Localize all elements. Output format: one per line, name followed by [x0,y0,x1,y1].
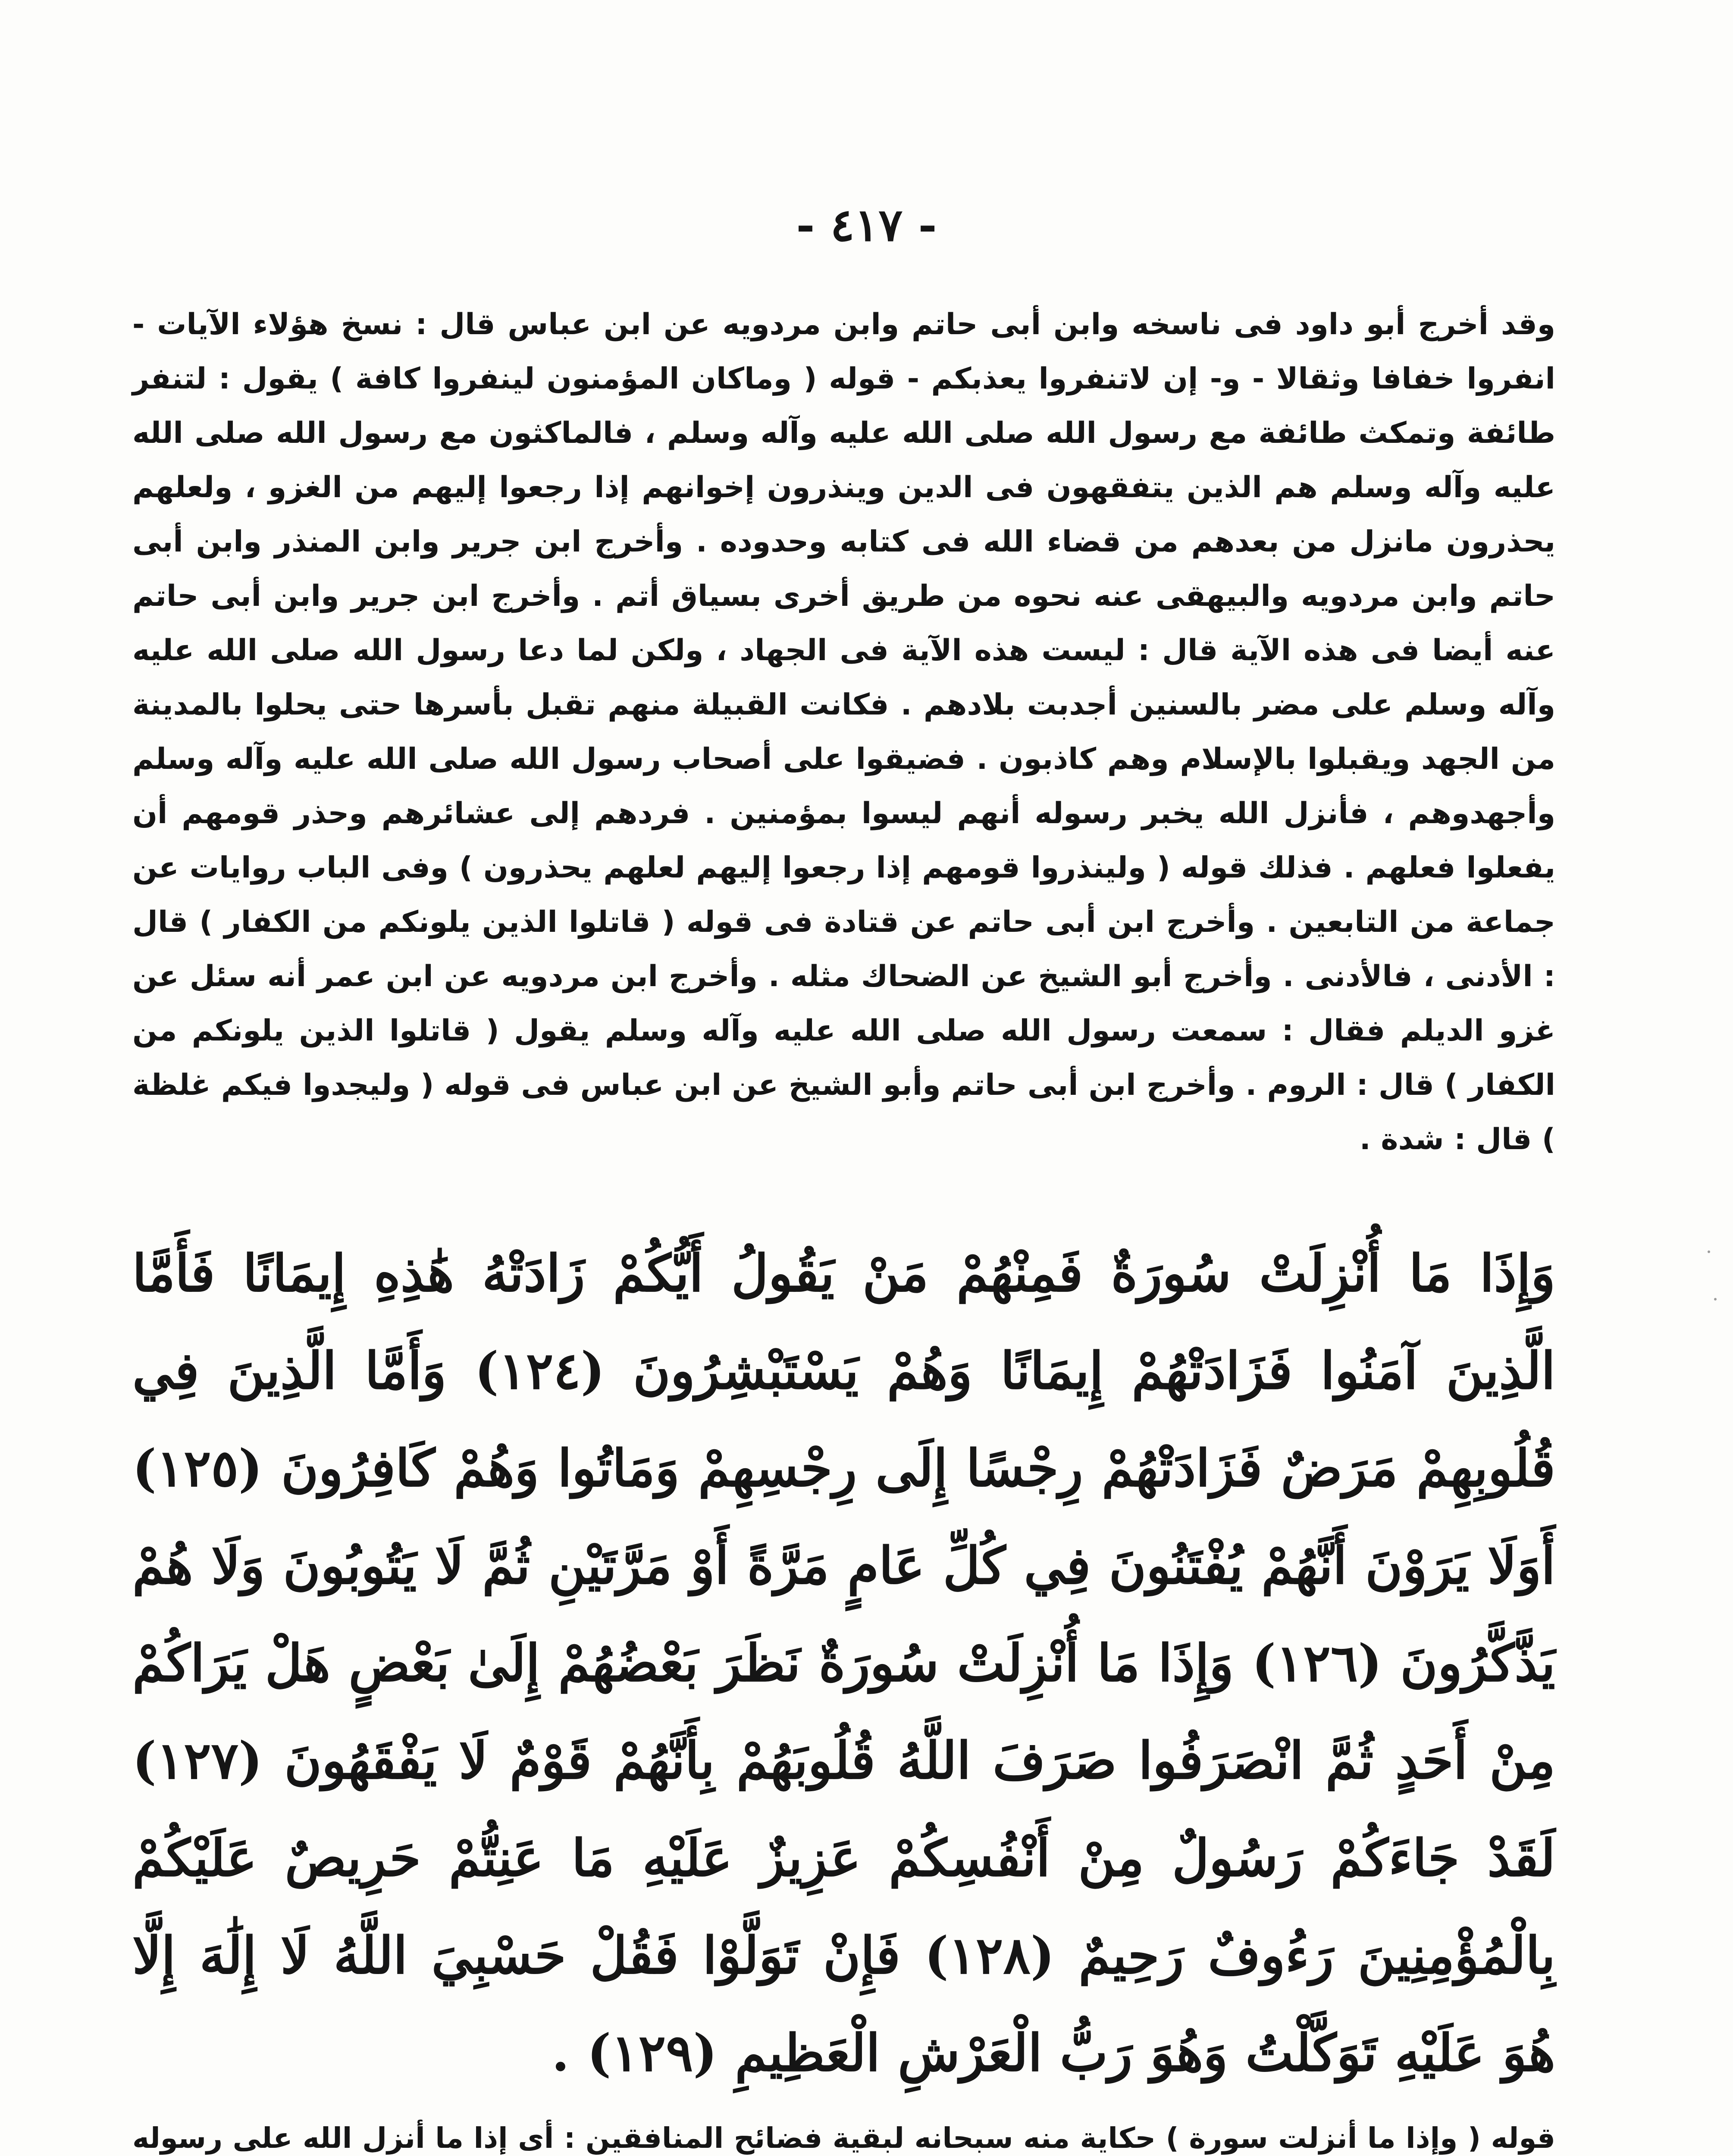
commentary-paragraph-bottom: قوله ( وإذا ما أنزلت سورة ) حكاية منه سبحانه لبقية فضائح المنافقين : أى إذا ما أنزل الله على رسوله [132,2122,1555,2155]
page-number: - ٤١٧ - [796,198,937,251]
commentary-paragraph-top: وقد أخرج أبو داود فى ناسخه وابن أبى حاتم وابن مردويه عن ابن عباس قال : نسخ هؤلاء الآيات - انفروا خفافا وثقالا - و- إن لاتنفروا يعذبكم - قوله ( وماكان المؤمنون لينفروا كافة ) يقول : لتنفر طائفة وتمكث طائفة مع رسول الله صلى الله عليه وآله وسلم ، فالماكثون مع رسول الله صلى الله عليه وآله وسلم هم الذين يتفقهون فى الدين وينذرون إخوانهم إذا رجعوا إليهم من الغزو ، ولعلهم يحذرون مانزل من بعدهم من قضاء الله فى كتابه وحدوده . وأخرج ابن جرير وابن المنذر وابن أبى حاتم وابن مردويه والبيهقى عنه نحوه من طريق أخرى بسياق أتم . وأخرج ابن جرير وابن أبى حاتم عنه أيضا فى هذه الآية قال : ليست هذه الآية فى الجهاد ، ولكن لما دعا رسول الله صلى الله عليه وآله وسلم على مضر بالسنين أجدبت بلادهم . فكانت القبيلة منهم تقبل بأسرها حتى يحلوا بالمدينة من الجهد ويقبلوا بالإسلام وهم كاذبون . فضيقوا على أصحاب رسول الله صلى الله عليه وآله وسلم وأجهدوهم ، فأنزل الله يخبر رسوله أنهم ليسوا بمؤمنين . فردهم إلى عشائرهم وحذر قومهم أن يفعلوا فعلهم . فذلك قوله ( ولينذروا قومهم إذا رجعوا إليهم لعلهم يحذرون ) وفى الباب روايات عن جماعة من التابعين . وأخرج ابن أبى حاتم عن قتادة فى قوله ( قاتلوا الذين يلونكم من الكفار ) قال : الأدنى ، فالأدنى . وأخرج أبو الشيخ عن الضحاك مثله . وأخرج ابن مردويه عن ابن عمر أنه سئل عن غزو الديلم فقال : سمعت رسول الله صلى الله عليه وآله وسلم يقول ( قاتلوا الذين يلونكم من الكفار ) قال : الروم . وأخرج ابن أبى حاتم وأبو الشيخ عن ابن عباس فى قوله ( وليجدوا فيكم غلظة ) قال : شدة . [132,307,1555,1156]
quran-verses: وَإِذَا مَا أُنْزِلَتْ سُورَةٌ فَمِنْهُمْ مَنْ يَقُولُ أَيُّكُمْ زَادَتْهُ هَٰذِهِ إِيمَانًا فَأَمَّا الَّذِينَ آمَنُوا فَزَادَتْهُمْ إِيمَانًا وَهُمْ يَسْتَبْشِرُونَ (١٢٤) وَأَمَّا الَّذِينَ فِي قُلُوبِهِمْ مَرَضٌ فَزَادَتْهُمْ رِجْسًا إِلَى رِجْسِهِمْ وَمَاتُوا وَهُمْ كَافِرُونَ (١٢٥) أَوَلَا يَرَوْنَ أَنَّهُمْ يُفْتَنُونَ فِي كُلِّ عَامٍ مَرَّةً أَوْ مَرَّتَيْنِ ثُمَّ لَا يَتُوبُونَ وَلَا هُمْ يَذَّكَّرُونَ (١٢٦) وَإِذَا مَا أُنْزِلَتْ سُورَةٌ نَظَرَ بَعْضُهُمْ إِلَىٰ بَعْضٍ هَلْ يَرَاكُمْ مِنْ أَحَدٍ ثُمَّ انْصَرَفُوا صَرَفَ اللَّهُ قُلُوبَهُمْ بِأَنَّهُمْ قَوْمٌ لَا يَفْقَهُونَ (١٢٧) لَقَدْ جَاءَكُمْ رَسُولٌ مِنْ أَنْفُسِكُمْ عَزِيزٌ عَلَيْهِ مَا عَنِتُّمْ حَرِيصٌ عَلَيْكُمْ بِالْمُؤْمِنِينَ رَءُوفٌ رَحِيمٌ (١٢٨) فَإِنْ تَوَلَّوْا فَقُلْ حَسْبِيَ اللَّهُ لَا إِلَٰهَ إِلَّا هُوَ عَلَيْهِ تَوَكَّلْتُ وَهُوَ رَبُّ الْعَرْشِ الْعَظِيمِ (١٢٩) . [132,1243,1555,2083]
margin-speck [1708,1250,1710,1253]
margin-speck [1714,1298,1717,1300]
